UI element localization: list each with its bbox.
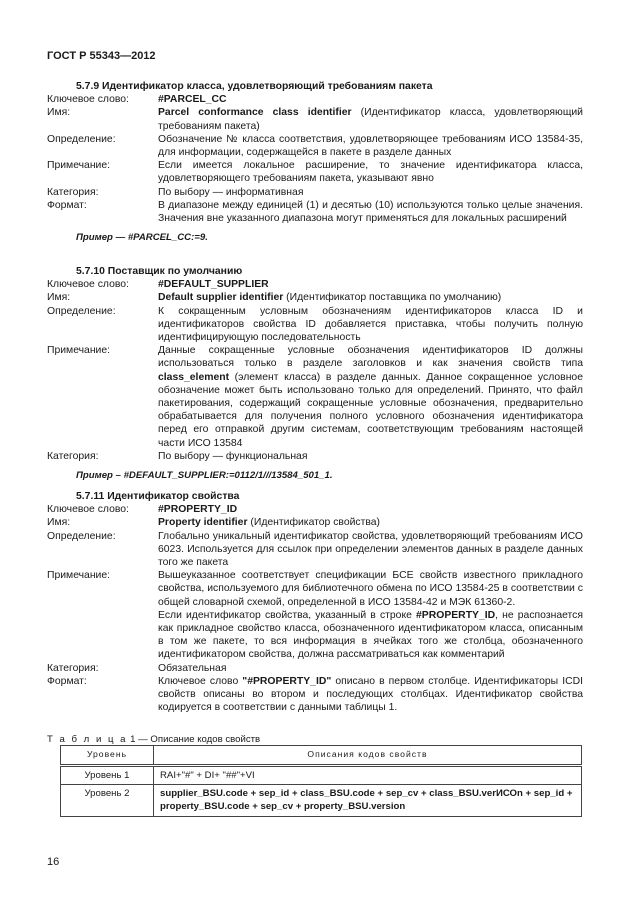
example: Пример – #DEFAULT_SUPPLIER:=0112/1///13584_501_1. (76, 470, 333, 482)
column-header-level: Уровень (61, 746, 154, 766)
format-label: Формат: (47, 675, 87, 687)
keyword-value: #PARCEL_CC (158, 94, 227, 106)
level-cell: Уровень 2 (61, 785, 154, 816)
category-row (47, 186, 583, 199)
definition-value: Обозначение № класса соответствия, удовлетворяющее требованиям ИСО 13584-35, для информации, содержащейся в пакете в разделе данных (158, 133, 583, 159)
note-p2-a: Если идентификатор свойства, указанный в строке (158, 609, 417, 621)
note-label: Примечание: (47, 345, 111, 357)
definition-row (47, 530, 583, 570)
keyword-label: Ключевое слово: (47, 279, 129, 291)
keyword-row (47, 503, 583, 516)
example: Пример — #PARCEL_CC:=9. (76, 232, 208, 244)
section-title: 5.7.10 Поставщик по умолчанию (76, 266, 243, 277)
format-b: описано в первом столбце. Идентификаторы ICDI свойств описаны во втором и последующих столбцах. Идентификатор свойства кодируется в соответствии с данными таблицы 1. (158, 675, 583, 714)
definition-value: Глобально уникальный идентификатор свойства, удовлетворяющий требованиям ИСО 6023. Используется для ссылок при определении элементов данных в разделе данных того же пакета (158, 530, 583, 569)
name-value (158, 516, 583, 529)
definition-label: Определение: (47, 133, 116, 145)
section-title: 5.7.9 Идентификатор класса, удовлетворяющий требованиям пакета (76, 81, 433, 92)
level-cell: Уровень 1 (61, 766, 154, 785)
note-paragraph-1: Вышеуказанное соответствует спецификации БСЕ свойств известного прикладного свойства, используемого для библиотечного обмена по ИСО 13584-25 в соответствии с общей словарной схемой, определенной в ИСО 13584-42 и МЭК 61360-2. (158, 570, 583, 608)
format-bold: "#PROPERTY_ID" (242, 675, 332, 687)
name-bold: Property identifier (158, 517, 248, 529)
name-rest: (Идентификатор класса, удовлетворяющий требованиям пакета) (158, 107, 583, 132)
category-value: По выбору — функциональная (158, 450, 308, 462)
name-row (47, 106, 583, 132)
page-number: 16 (47, 856, 60, 868)
note-p2-bold: #PROPERTY_ID (416, 609, 496, 621)
definition-label: Определение: (47, 530, 116, 542)
definition-row (47, 305, 583, 345)
note-value (158, 569, 583, 661)
section-property-id (47, 490, 583, 714)
name-row (47, 291, 583, 304)
format-value: В диапазоне между единицей (1) и десятью (10) используются только целые значения. Значения вне указанного диапазона могут применяться для локальных расширений (158, 199, 583, 225)
keyword-value: #DEFAULT_SUPPLIER (158, 279, 269, 291)
note-label: Примечание: (47, 570, 111, 582)
note-row (47, 344, 583, 450)
name-bold: Parcel conformance class identifier (158, 107, 352, 119)
category-row (47, 662, 583, 675)
note-bold: class_element (158, 371, 230, 383)
keyword-label: Ключевое слово: (47, 94, 129, 106)
name-row (47, 516, 583, 529)
format-row (47, 199, 583, 225)
keyword-row (47, 93, 583, 106)
note-row (47, 159, 583, 185)
table-row (61, 766, 582, 785)
format-a: Ключевое слово (158, 675, 243, 687)
category-label: Категория: (47, 450, 99, 462)
note-row (47, 569, 583, 661)
name-value (158, 106, 583, 132)
note-value: Если имеется локальное расширение, то значение идентификатора класса, удовлетворяющего требованиям пакета, указывают явно (158, 160, 583, 185)
name-rest: (Идентификатор свойства) (247, 517, 381, 529)
table-header-row (61, 746, 582, 766)
description-cell: RAI+"#" + DI+ "##"+VI (154, 766, 582, 785)
category-value: По выбору — информативная (158, 186, 304, 198)
name-label: Имя: (47, 107, 71, 119)
property-codes-table (60, 745, 582, 817)
description-cell: supplier_BSU.code + sep_id + class_BSU.code + sep_cv + class_BSU.verИСОn + sep_id + property_BSU.code + sep_cv + property_BSU.version (154, 785, 582, 816)
definition-label: Определение: (47, 305, 116, 317)
column-header-description: Описания кодов свойств (154, 746, 582, 766)
section-title: 5.7.11 Идентификатор свойства (76, 491, 240, 502)
table-row (61, 785, 582, 816)
section-default-supplier (47, 265, 583, 482)
category-label: Категория: (47, 662, 99, 674)
name-value (158, 291, 583, 304)
note-part-a: Данные сокращенные условные обозначения идентификаторов ID должны использоваться только в разделе заголовков и как значения свойств типа (158, 345, 583, 370)
category-value: Обязательная (158, 662, 227, 674)
format-label: Формат: (47, 199, 87, 211)
category-label: Категория: (47, 186, 99, 198)
table-caption-text: 1 — Описание кодов свойств (127, 734, 261, 745)
name-rest: (Идентификатор поставщика по умолчанию) (283, 292, 502, 304)
note-label: Примечание: (47, 160, 111, 172)
note-value (158, 344, 583, 450)
name-bold: Default supplier identifier (158, 292, 284, 304)
category-row (47, 450, 583, 463)
format-value (158, 675, 583, 715)
note-p2-b: , не распознается как прикладное свойство класса, обозначенного идентификатором класса, описанным в том же пакете, то вся информация в ячейках того же столбца, обозначенного идентификатором свойства, должна рассматриваться как комментарий (158, 609, 584, 661)
table-caption-prefix: Т а б л и ц а (47, 734, 128, 745)
definition-value: К сокращенным условным обозначениям идентификаторов класса ID и идентификаторов свойства ID добавляется приставка, чтобы получить полную идентифицирующую последовательность (158, 305, 583, 344)
keyword-label: Ключевое слово: (47, 504, 129, 516)
name-label: Имя: (47, 292, 71, 304)
definition-row (47, 133, 583, 159)
format-row (47, 675, 583, 715)
keyword-value: #PROPERTY_ID (158, 504, 238, 516)
name-label: Имя: (47, 517, 71, 529)
note-part-b: (элемент класса) в разделе данных. Данное сокращенное условное обозначение может быть использовано только для определений. Принято, что файл пакетирования, содержащий сокращенные условные обозначения, предварительно обрабатывается для получения полного условного обозначения идентификатора перед его отправкой другим системам, соответствующим требованиям настоящей части ИСО 13584 (158, 371, 583, 449)
section-parcel-cc (47, 80, 583, 244)
document-header: ГОСТ Р 55343—2012 (47, 50, 156, 62)
keyword-row (47, 278, 583, 291)
